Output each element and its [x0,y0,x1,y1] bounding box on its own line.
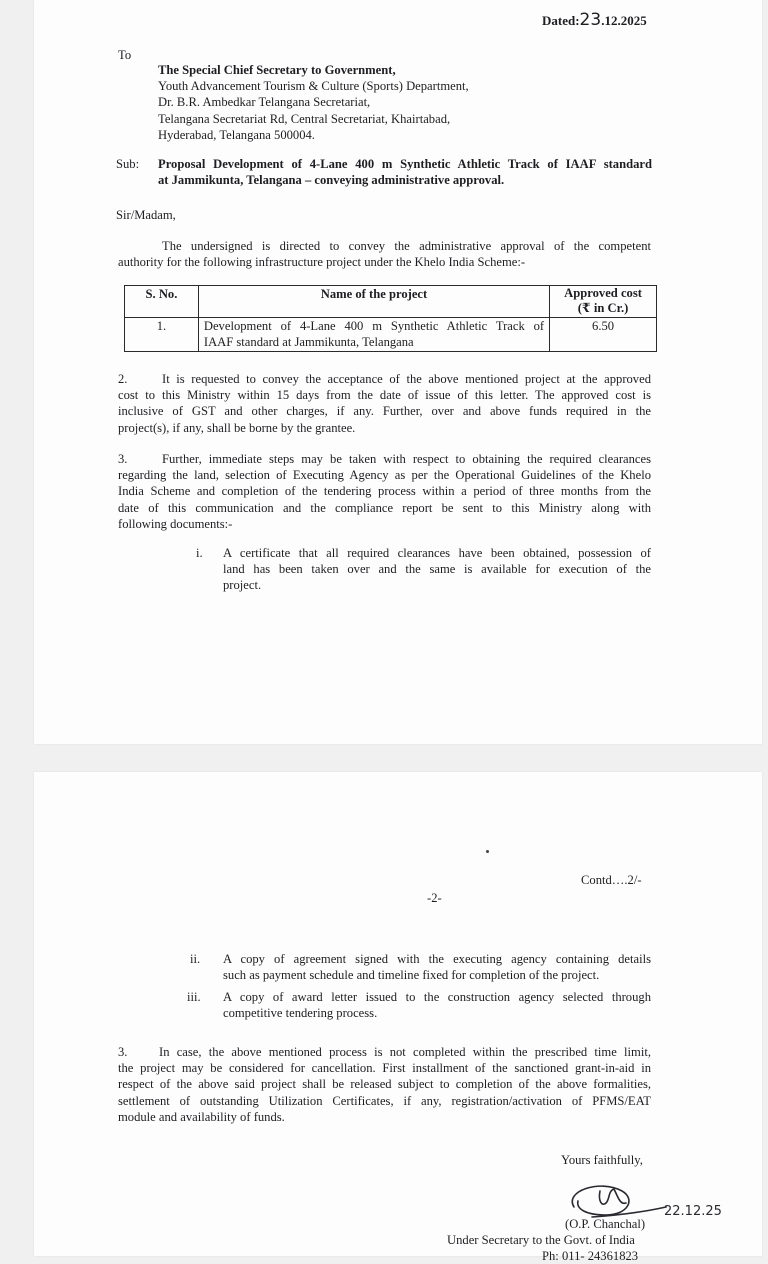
addressee-line: Hyderabad, Telangana 500004. [158,127,315,142]
para2-line: It is requested to convey the acceptance of the above mentioned project at the approved [162,372,651,386]
para4-line: the project may be considered for cancellation. First installment of the sanctioned grant-in-aid in [118,1061,651,1076]
col-header-sno: S. No. [125,286,199,318]
item-iii [223,989,651,1021]
para4-number: 3. [118,1045,128,1059]
intro-line: authority for the following infrastructure project under the Khelo India Scheme:- [118,255,526,270]
intro-paragraph [118,238,651,270]
cell-sno: 1. [125,318,199,352]
subject-line: Proposal Development of 4-Lane 400 m Synthetic Athletic Track of IAAF standard [158,157,652,171]
item-iii-marker: iii. [187,990,201,1004]
item-ii-line: such as payment schedule and timeline fixed for completion of the project. [223,968,600,983]
project-name-line: Development of 4-Lane 400 m Synthetic Athletic Track of [203,319,545,333]
item-i [223,545,651,594]
to-label: To [118,48,132,62]
cell-project-name [198,318,549,352]
para3-line: Further, immediate steps may be taken with respect to obtaining the required clearances [162,452,651,466]
cost-header-unit: (₹ in Cr.) [577,300,629,315]
project-name-line: IAAF standard at Jammikunta, Telangana [203,334,414,349]
para3-line: date of this communication and the compliance report be sent to this Ministry along with [118,500,651,515]
para2-number: 2. [118,372,128,386]
item-iii-line: A copy of award letter issued to the construction agency selected through [223,990,651,1004]
date-month-year: .12.2025 [601,13,647,28]
item-i-line: A certificate that all required clearances have been obtained, possession of [223,546,651,560]
para3-number: 3. [118,452,128,466]
addressee-line: Dr. B.R. Ambedkar Telangana Secretariat, [158,95,371,110]
para2-line: cost to this Ministry within 15 days from the date of issue of this letter. The approved cost is [118,388,651,403]
col-header-approved-cost [550,286,657,318]
subject-label: Sub: [116,157,140,171]
para3-line: regarding the land, selection of Executing Agency as per the Operational Guidelines of the Khelo [118,468,651,483]
item-ii-marker: ii. [190,952,201,966]
para4 [118,1044,651,1125]
table-row [125,318,657,352]
continued-marker: Contd….2/- [581,873,642,887]
date-handwritten-day: 23 [579,10,602,30]
para4-line: In case, the above mentioned process is not completed within the prescribed time limit, [159,1045,651,1059]
para4-line: module and availability of funds. [118,1109,285,1124]
para2-line: project(s), if any, shall be borne by the grantee. [118,420,356,435]
addressee-title: The Special Chief Secretary to Government, [158,63,396,77]
item-ii-line: A copy of agreement signed with the executing agency containing details [223,952,651,966]
subject-text [158,156,652,188]
date-line [542,12,647,29]
para2-line: inclusive of GST and other charges, if any. Further, over and above funds required in the [118,404,651,419]
cost-header-line: Approved cost [564,286,642,300]
para4-line: respect of the above said project shall be released subject to completion of the above formalities, [118,1077,651,1092]
subject-line: at Jammikunta, Telangana – conveying administrative approval. [158,173,505,188]
scan-speck [486,850,489,853]
signature-date: 22.12.25 [664,1204,722,1219]
letter-page-2 [34,772,762,1263]
signatory-name: (O.P. Chanchal) [565,1217,646,1231]
addressee-block [158,62,469,143]
para3 [118,451,651,532]
cell-approved-cost: 6.50 [550,318,657,352]
col-header-project-name: Name of the project [198,286,549,318]
addressee-line: Telangana Secretariat Rd, Central Secretariat, Khairtabad, [158,111,451,126]
salutation: Sir/Madam, [116,208,176,222]
item-i-marker: i. [196,546,203,560]
letter-page-1 [34,0,762,744]
date-label: Dated: [542,13,580,28]
item-iii-line: competitive tendering process. [223,1006,378,1021]
table-header-row [125,286,657,318]
addressee-line: Youth Advancement Tourism & Culture (Sports) Department, [158,79,469,94]
para2 [118,371,651,436]
phone-number: Ph: 011- 24361823 [542,1249,639,1263]
closing: Yours faithfully, [561,1153,643,1167]
item-i-line: project. [223,578,262,593]
para3-line: following documents:- [118,516,233,531]
para3-line: India Scheme and completion of the tendering process within a period of three months from the [118,484,651,499]
para4-line: settlement of outstanding Utilization Certificates, if any, registration/activation of PFMS/EAT [118,1093,651,1108]
intro-line: The undersigned is directed to convey the administrative approval of the competent [162,239,651,253]
page-number: -2- [427,891,442,905]
project-table [124,285,657,352]
item-ii [223,951,651,983]
item-i-line: land has been taken over and the same is available for execution of the [223,562,651,577]
signatory-designation: Under Secretary to the Govt. of India [447,1233,635,1247]
